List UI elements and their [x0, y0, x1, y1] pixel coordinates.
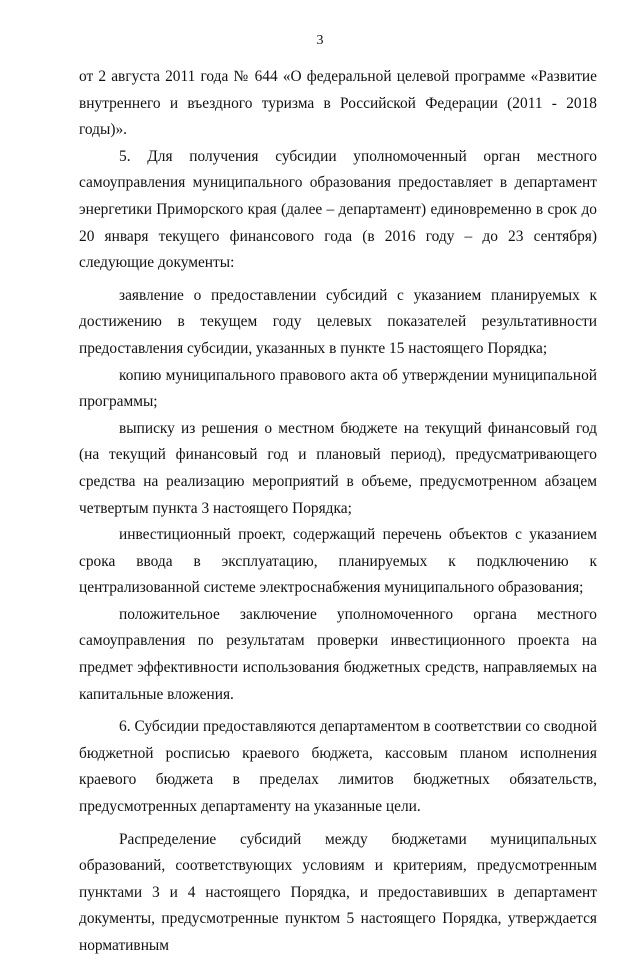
- paragraph-budget-extract: выписку из решения о местном бюджете на текущий финансовый год (на текущий финансовый год и плановый период), предусматривающего средства на реализацию мероприятий в объеме, предусмотренном абзацем четвертым пункта 3 настоящего Порядка;: [79, 419, 597, 517]
- paragraph-item-5: 5. Для получения субсидии уполномоченный орган местного самоуправления муниципального образования предоставляет в департамент энергетики Приморского края (далее – департамент) единовременно в срок до 20 января текущего финансового года (в 2016 году – до 23 сентября) следующие документы:: [79, 147, 597, 272]
- paragraph-positive-conclusion: положительное заключение уполномоченного органа местного самоуправления по результатам проверки инвестиционного проекта на предмет эффективности использования бюджетных средств, направляемых на капитальные вложения.: [79, 605, 597, 703]
- paragraph-municipal-act: копию муниципального правового акта об утверждении муниципальной программы;: [79, 366, 597, 411]
- paragraph-distribution: Распределение субсидий между бюджетами муниципальных образований, соответствующих условиям и критериям, предусмотренным пунктами 3 и 4 настоящего Порядка, и предоставивших в департамент документы, предусмотренные пунктом 5 настоящего Порядка, утверждается нормативным: [79, 830, 597, 954]
- paragraph-program-reference: от 2 августа 2011 года № 644 «О федеральной целевой программе «Развитие внутреннего и въездного туризма в Российской Федерации (2011 - 2018 годы)».: [79, 68, 597, 139]
- paragraph-application: заявление о предоставлении субсидий с указанием планируемых к достижению в текущем году целевых показателей результативности предоставления субсидии, указанных в пункте 15 настоящего Порядка;: [79, 286, 597, 357]
- document-body: [79, 64, 597, 960]
- paragraph-item-6: 6. Субсидии предоставляются департаментом в соответствии со сводной бюджетной росписью краевого бюджета, кассовым планом исполнения краевого бюджета в пределах лимитов бюджетных обязательств, предусмотренных департаменту на указанные цели.: [79, 718, 597, 816]
- page-number: 3: [316, 33, 324, 48]
- paragraph-investment-project: инвестиционный проект, содержащий перечень объектов с указанием срока ввода в эксплуатацию, планируемых к подключению к централизованной системе электроснабжения муниципального образования;: [79, 526, 597, 597]
